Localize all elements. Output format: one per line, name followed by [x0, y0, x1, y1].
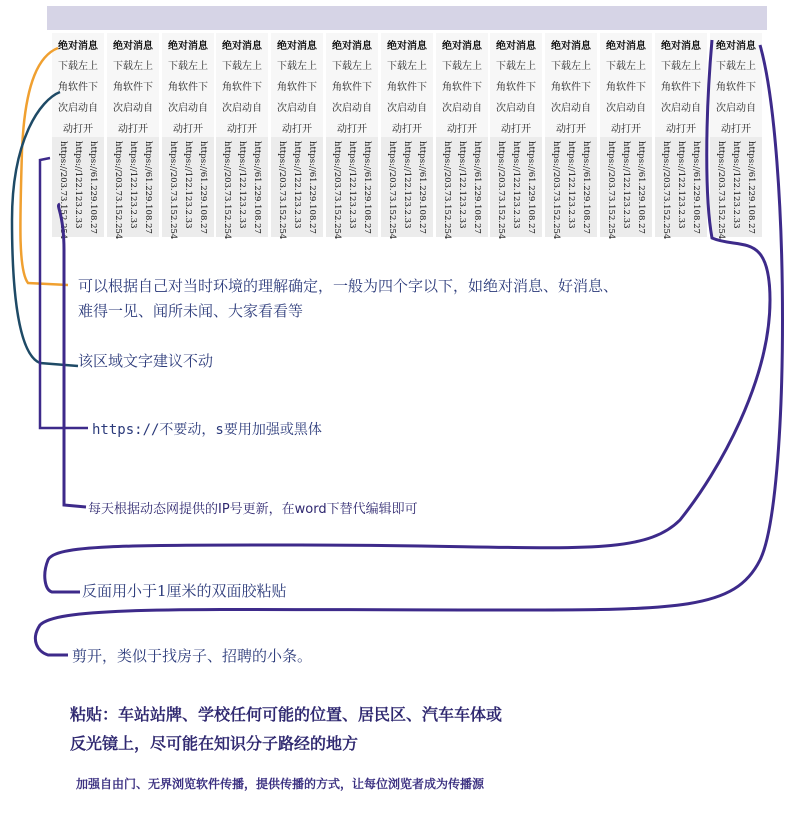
strip-instruction-line: 次启动自 [442, 103, 482, 114]
strip-url: https://203.73.152.254 [551, 141, 561, 240]
strip-instruction-line: 动打开 [666, 124, 696, 135]
strip-instruction-line: 动打开 [501, 124, 531, 135]
strip-instruction-line: 下载左上 [222, 61, 262, 72]
strip-instruction-line: 动打开 [392, 124, 422, 135]
strip-instruction-line: 次启动自 [332, 103, 372, 114]
headline-note-line-2: 难得一见、闻所未闻、大家看看等 [78, 302, 304, 320]
paste-note-line-1: 粘贴：车站站牌、学校任何可能的位置、居民区、汽车车体或 [70, 705, 503, 724]
strip-instruction-line: 次启动自 [551, 103, 591, 114]
strip-instruction-line: 角软件下 [277, 82, 317, 93]
strip-url: https://122.123.2.33 [621, 141, 631, 229]
strip-url: https://61.229.108.27 [362, 141, 372, 234]
strip-url: https://61.229.108.27 [88, 141, 98, 234]
strip-url: https://61.229.108.27 [526, 141, 536, 234]
strip-url: https://122.123.2.33 [292, 141, 302, 229]
strip-instruction-line: 角软件下 [222, 82, 262, 93]
strip-url: https://61.229.108.27 [417, 141, 427, 234]
orange-pointer-line [20, 48, 68, 285]
strip-instruction-line: 下载左上 [661, 61, 701, 72]
strip-instruction-line: 下载左上 [332, 61, 372, 72]
ip-note: 每天根据动态网提供的IP号更新，在word下替代编辑即可 [88, 502, 418, 517]
strip-url: https://61.229.108.27 [691, 141, 701, 234]
strip-url: https://122.123.2.33 [457, 141, 467, 229]
strip-headline: 绝对消息 [606, 41, 646, 52]
strip-url: https://122.123.2.33 [347, 141, 357, 229]
strip-instruction-line: 角软件下 [387, 82, 427, 93]
strip-url: https://122.123.2.33 [731, 141, 741, 229]
strip-url: https://122.123.2.33 [183, 141, 193, 229]
strip-url: https://203.73.152.254 [58, 141, 68, 240]
strip-instruction-line: 角软件下 [442, 82, 482, 93]
strip-instruction-line: 下载左上 [496, 61, 536, 72]
strip-url: https://61.229.108.27 [143, 141, 153, 234]
strip-url: https://203.73.152.254 [113, 141, 123, 240]
strip-instruction-line: 下载左上 [606, 61, 646, 72]
cut-note: 剪开，类似于找房子、招聘的小条。 [72, 647, 313, 665]
strip-url: https://203.73.152.254 [661, 141, 671, 240]
strip-headline: 绝对消息 [551, 41, 591, 52]
strip-url: https://61.229.108.27 [636, 141, 646, 234]
https-note: https://不要动，s要用加强或黑体 [92, 422, 322, 438]
strip-headline: 绝对消息 [387, 41, 427, 52]
strip-instruction-line: 角软件下 [113, 82, 153, 93]
strip-instruction-line: 角软件下 [496, 82, 536, 93]
strip-instruction-line: 角软件下 [606, 82, 646, 93]
strip-instruction-line: 次启动自 [113, 103, 153, 114]
strip-instruction-line: 下载左上 [58, 61, 98, 72]
strip-instruction-line: 动打开 [227, 124, 257, 135]
strip-headline: 绝对消息 [58, 41, 98, 52]
strip-headline: 绝对消息 [222, 41, 262, 52]
strip-instruction-line: 次启动自 [387, 103, 427, 114]
strip-instruction-line: 动打开 [282, 124, 312, 135]
strip-instruction-line: 次启动自 [716, 103, 756, 114]
strip-instruction-line: 下载左上 [277, 61, 317, 72]
strip-url: https://122.123.2.33 [402, 141, 412, 229]
strip-headline: 绝对消息 [332, 41, 372, 52]
strip-instruction-line: 次启动自 [496, 103, 536, 114]
strip-instruction-line: 次启动自 [222, 103, 262, 114]
strip-url: https://203.73.152.254 [387, 141, 397, 240]
strip-headline: 绝对消息 [442, 41, 482, 52]
headline-note-line-1: 可以根据自己对当时环境的理解确定，一般为四个字以下，如绝对消息、好消息、 [78, 277, 619, 295]
strip-url: https://61.229.108.27 [581, 141, 591, 234]
strip-instruction-line: 角软件下 [716, 82, 756, 93]
strip-instruction-line: 动打开 [173, 124, 203, 135]
strip-url: https://61.229.108.27 [198, 141, 208, 234]
strip-instruction-line: 下载左上 [442, 61, 482, 72]
strip-url: https://203.73.152.254 [332, 141, 342, 240]
strip-instruction-line: 下载左上 [387, 61, 427, 72]
strip-instruction-line: 下载左上 [551, 61, 591, 72]
strip-url: https://122.123.2.33 [676, 141, 686, 229]
strip-instruction-line: 角软件下 [551, 82, 591, 93]
strip-headline: 绝对消息 [496, 41, 536, 52]
strip-instruction-line: 动打开 [337, 124, 367, 135]
strip-instruction-line: 动打开 [556, 124, 586, 135]
strip-headline: 绝对消息 [113, 41, 153, 52]
strip-url: https://203.73.152.254 [442, 141, 452, 240]
strip-instruction-line: 动打开 [721, 124, 751, 135]
strip-instruction-line: 动打开 [63, 124, 93, 135]
strip-headline: 绝对消息 [277, 41, 317, 52]
spread-note: 加强自由门、无界浏览软件传播，提供传播的方式，让每位浏览者成为传播源 [76, 777, 485, 791]
strip-url: https://122.123.2.33 [511, 141, 521, 229]
strip-url: https://61.229.108.27 [252, 141, 262, 234]
strip-url: https://203.73.152.254 [277, 141, 287, 240]
strip-instruction-line: 角软件下 [661, 82, 701, 93]
area-note: 该区域文字建议不动 [78, 352, 214, 370]
strip-instruction-line: 下载左上 [168, 61, 208, 72]
strip-instruction-line: 次启动自 [606, 103, 646, 114]
strip-url: https://203.73.152.254 [716, 141, 726, 240]
strip-url: https://122.123.2.33 [237, 141, 247, 229]
strip-instruction-line: 次启动自 [661, 103, 701, 114]
strip-instruction-line: 动打开 [447, 124, 477, 135]
strip-instruction-line: 动打开 [118, 124, 148, 135]
strip-headline: 绝对消息 [661, 41, 701, 52]
strip-instruction-line: 角软件下 [58, 82, 98, 93]
strip-url: https://203.73.152.254 [222, 141, 232, 240]
strip-url: https://203.73.152.254 [496, 141, 506, 240]
strip-instruction-line: 次启动自 [277, 103, 317, 114]
strip-url: https://61.229.108.27 [472, 141, 482, 234]
strip-headline: 绝对消息 [168, 41, 208, 52]
strip-url: https://122.123.2.33 [73, 141, 83, 229]
strip-url: https://203.73.152.254 [168, 141, 178, 240]
strip-instruction-line: 次启动自 [58, 103, 98, 114]
strip-instruction-line: 下载左上 [716, 61, 756, 72]
strip-instruction-line: 角软件下 [332, 82, 372, 93]
strip-url: https://122.123.2.33 [566, 141, 576, 229]
strip-url: https://122.123.2.33 [128, 141, 138, 229]
strip-headline: 绝对消息 [716, 41, 756, 52]
strip-instruction-line: 角软件下 [168, 82, 208, 93]
paste-note-line-2: 反光镜上，尽可能在知识分子路经的地方 [70, 734, 359, 753]
strip-instruction-line: 下载左上 [113, 61, 153, 72]
strip-url: https://61.229.108.27 [307, 141, 317, 234]
strip-instruction-line: 动打开 [611, 124, 641, 135]
strip-url: https://203.73.152.254 [606, 141, 616, 240]
tape-note: 反面用小于1厘米的双面胶粘贴 [82, 582, 287, 600]
strip-url: https://61.229.108.27 [746, 141, 756, 234]
strip-instruction-line: 次启动自 [168, 103, 208, 114]
